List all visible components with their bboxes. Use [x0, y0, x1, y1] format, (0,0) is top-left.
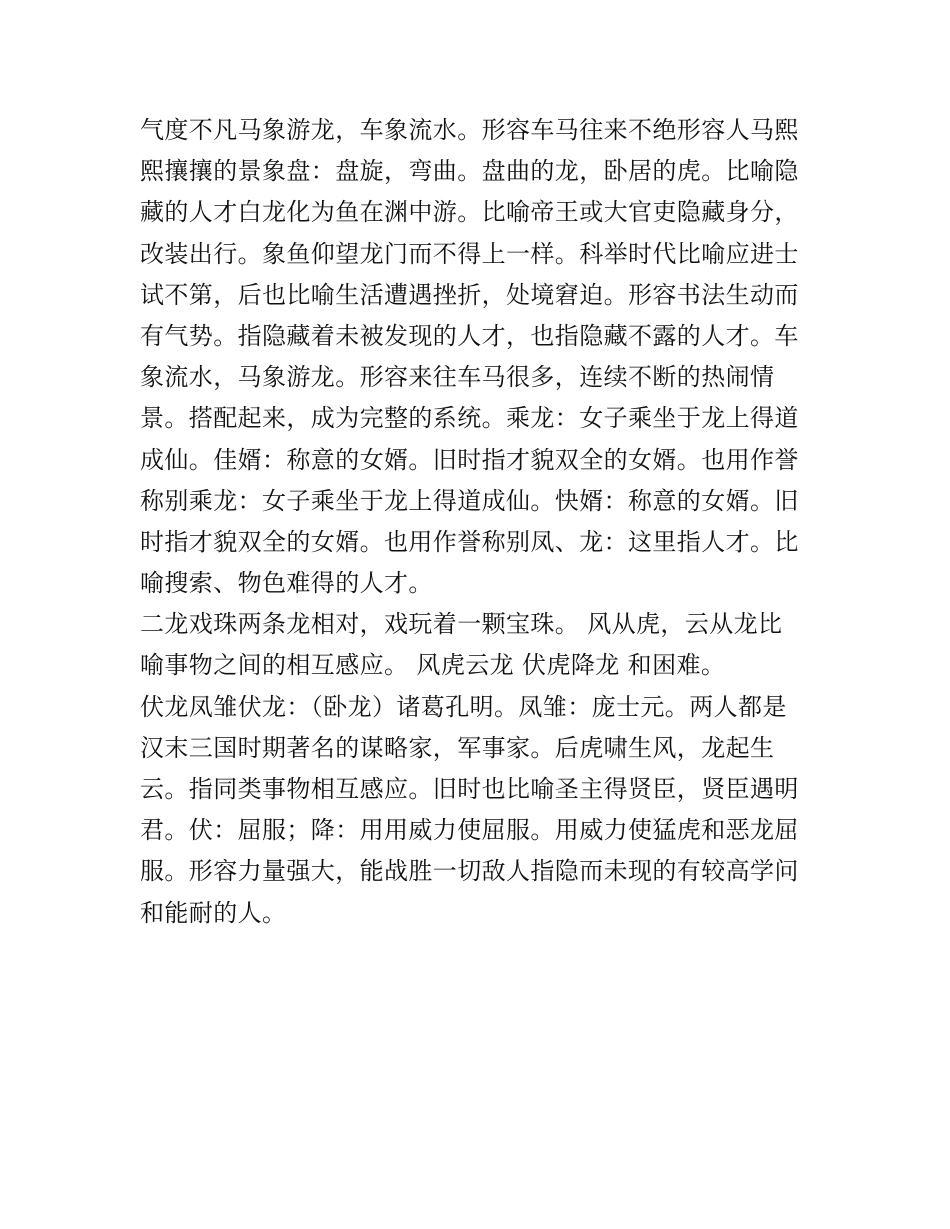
text-line: 时指才貌双全的女婿。也用作誉称别凤、龙：这里指人才。比	[140, 527, 799, 556]
text-line: 改装出行。象鱼仰望龙门而不得上一样。科举时代比喻应进士	[140, 239, 799, 268]
paragraph-2	[140, 604, 820, 686]
text-line: 喻事物之间的相互感应。 风虎云龙 伏虎降龙 和困难。	[140, 651, 726, 680]
paragraph-3	[140, 687, 820, 934]
text-line: 熙攘攘的景象盘：盘旋，弯曲。盘曲的龙，卧居的虎。比喻隐	[140, 157, 799, 186]
document-body	[140, 110, 820, 934]
text-line: 称别乘龙：女子乘坐于龙上得道成仙。快婿：称意的女婿。旧	[140, 486, 799, 515]
paragraph-1	[140, 110, 820, 604]
text-line: 喻搜索、物色难得的人才。	[140, 569, 433, 598]
text-line: 汉末三国时期著名的谋略家，军事家。后虎啸生风，龙起生	[140, 733, 775, 762]
text-line: 云。指同类事物相互感应。旧时也比喻圣主得贤臣，贤臣遇明	[140, 775, 799, 803]
text-line: 服。形容力量强大，能战胜一切敌人指隐而未现的有较高学问	[140, 857, 799, 886]
text-line: 成仙。佳婿：称意的女婿。旧时指才貌双全的女婿。也用作誉	[140, 445, 799, 474]
text-line: 象流水，马象游龙。形容来往车马很多，连续不断的热闹情	[140, 363, 775, 392]
text-line: 藏的人才白龙化为鱼在渊中游。比喻帝王或大官吏隐藏身分，	[140, 198, 799, 227]
text-line: 景。搭配起来，成为完整的系统。乘龙：女子乘坐于龙上得道	[140, 404, 799, 433]
text-line: 君。伏：屈服；降：用用威力使屈服。用威力使猛虎和恶龙屈	[140, 816, 799, 845]
text-line: 和能耐的人。	[140, 898, 287, 927]
text-line: 试不第，后也比喻生活遭遇挫折，处境窘迫。形容书法生动而	[140, 280, 799, 309]
text-line: 气度不凡马象游龙，车象流水。形容车马往来不绝形容人马熙	[140, 116, 799, 144]
text-line: 二龙戏珠两条龙相对，戏玩着一颗宝珠。 风从虎，云从龙比	[140, 610, 783, 639]
text-line: 伏龙凤雏伏龙：（卧龙）诸葛孔明。凤雏：庞士元。两人都是	[140, 692, 787, 721]
text-line: 有气势。指隐藏着未被发现的人才，也指隐藏不露的人才。车	[140, 321, 799, 350]
